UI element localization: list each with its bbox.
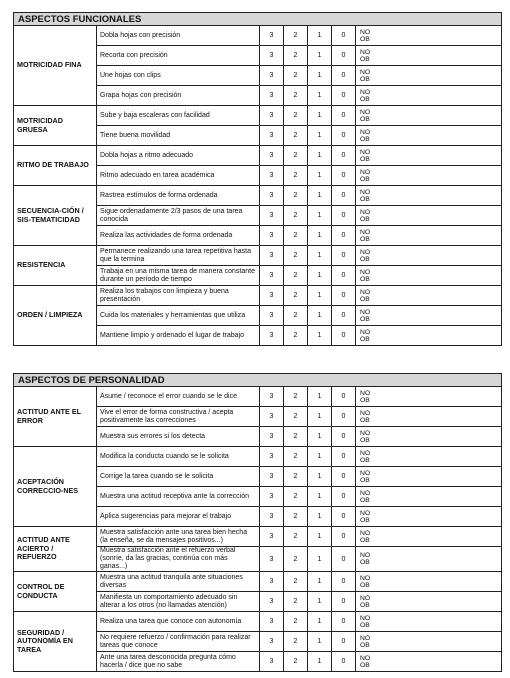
no-label: NO <box>360 614 371 622</box>
score-0-option[interactable]: 0 <box>332 407 356 427</box>
ob-label: OB <box>360 416 370 424</box>
no-ob-option[interactable] <box>356 427 502 447</box>
no-label: NO <box>360 48 371 56</box>
score-0-option[interactable]: 0 <box>332 206 356 226</box>
score-3-option[interactable]: 3 <box>260 46 284 66</box>
no-label: NO <box>360 268 371 276</box>
score-1-option[interactable]: 1 <box>308 652 332 672</box>
ob-label: OB <box>360 215 370 223</box>
ob-label: OB <box>360 135 370 143</box>
category-label: MOTRICIDAD FINA <box>14 26 97 106</box>
no-label: NO <box>360 328 371 336</box>
category-label: ACTITUD ANTE EL ERROR <box>14 387 97 447</box>
ob-label: OB <box>360 195 370 203</box>
no-label: NO <box>360 228 371 236</box>
no-ob-option[interactable] <box>356 632 502 652</box>
score-3-option[interactable]: 3 <box>260 407 284 427</box>
score-1-option[interactable]: 1 <box>308 592 332 612</box>
score-0-option[interactable]: 0 <box>332 166 356 186</box>
item-label: Mantiene limpio y ordenado el lugar de trabajo <box>97 326 260 346</box>
item-label: Realiza una tarea que conoce con autonomía <box>97 612 260 632</box>
no-label: NO <box>360 108 371 116</box>
score-3-option[interactable]: 3 <box>260 326 284 346</box>
no-label: NO <box>360 429 371 437</box>
item-label: Realiza las actividades de forma ordenada <box>97 226 260 246</box>
score-0-option[interactable]: 0 <box>332 547 356 572</box>
no-ob-option[interactable] <box>356 226 502 246</box>
no-ob-option[interactable] <box>356 387 502 407</box>
item-label: Ritmo adecuado en tarea académica <box>97 166 260 186</box>
no-ob-option[interactable] <box>356 407 502 427</box>
score-3-option[interactable]: 3 <box>260 467 284 487</box>
item-label: Rastrea estímulos de forma ordenada <box>97 186 260 206</box>
score-3-option[interactable]: 3 <box>260 266 284 286</box>
score-0-option[interactable]: 0 <box>332 46 356 66</box>
score-0-option[interactable]: 0 <box>332 652 356 672</box>
no-label: NO <box>360 634 371 642</box>
score-1-option[interactable]: 1 <box>308 106 332 126</box>
item-label: Tiene buena movilidad <box>97 126 260 146</box>
category-label: ORDEN / LIMPIEZA <box>14 286 97 346</box>
score-3-option[interactable]: 3 <box>260 246 284 266</box>
score-2-option[interactable]: 2 <box>284 407 308 427</box>
score-0-option[interactable]: 0 <box>332 487 356 507</box>
score-0-option[interactable]: 0 <box>332 467 356 487</box>
score-0-option[interactable]: 0 <box>332 66 356 86</box>
no-ob-option[interactable] <box>356 326 502 346</box>
score-3-option[interactable]: 3 <box>260 66 284 86</box>
item-label: Realiza los trabajos con limpieza y buena presentación <box>97 286 260 306</box>
score-3-option[interactable]: 3 <box>260 487 284 507</box>
ob-label: OB <box>360 295 370 303</box>
no-ob-option[interactable] <box>356 266 502 286</box>
score-1-option[interactable]: 1 <box>308 612 332 632</box>
score-3-option[interactable]: 3 <box>260 146 284 166</box>
ob-label: OB <box>360 661 370 669</box>
score-0-option[interactable]: 0 <box>332 632 356 652</box>
no-ob-option[interactable] <box>356 166 502 186</box>
score-1-option[interactable]: 1 <box>308 246 332 266</box>
score-2-option[interactable]: 2 <box>284 126 308 146</box>
score-0-option[interactable]: 0 <box>332 427 356 447</box>
no-ob-option[interactable] <box>356 86 502 106</box>
score-3-option[interactable]: 3 <box>260 186 284 206</box>
score-1-option[interactable]: 1 <box>308 66 332 86</box>
item-row <box>14 572 502 592</box>
score-0-option[interactable]: 0 <box>332 387 356 407</box>
no-ob-option[interactable] <box>356 26 502 46</box>
score-0-option[interactable]: 0 <box>332 106 356 126</box>
score-0-option[interactable]: 0 <box>332 306 356 326</box>
no-ob-option[interactable] <box>356 652 502 672</box>
no-label: NO <box>360 308 371 316</box>
item-label: Grapa hojas con precisión <box>97 86 260 106</box>
score-0-option[interactable]: 0 <box>332 246 356 266</box>
ob-label: OB <box>360 155 370 163</box>
item-row <box>14 447 502 467</box>
score-2-option[interactable]: 2 <box>284 447 308 467</box>
score-1-option[interactable]: 1 <box>308 26 332 46</box>
item-label: Corrige la tarea cuando se le solicita <box>97 467 260 487</box>
ob-label: OB <box>360 235 370 243</box>
no-label: NO <box>360 68 371 76</box>
no-ob-option[interactable] <box>356 146 502 166</box>
score-2-option[interactable]: 2 <box>284 612 308 632</box>
score-2-option[interactable]: 2 <box>284 387 308 407</box>
no-ob-option[interactable] <box>356 527 502 547</box>
no-label: NO <box>360 489 371 497</box>
item-label: Modifica la conducta cuando se le solicita <box>97 447 260 467</box>
score-2-option[interactable]: 2 <box>284 632 308 652</box>
score-2-option[interactable]: 2 <box>284 507 308 527</box>
score-2-option[interactable]: 2 <box>284 226 308 246</box>
item-label: Manifiesta un comportamiento adecuado sin alterar a los otros (no llamadas atención) <box>97 592 260 612</box>
score-0-option[interactable]: 0 <box>332 507 356 527</box>
no-label: NO <box>360 654 371 662</box>
ob-label: OB <box>360 315 370 323</box>
score-3-option[interactable]: 3 <box>260 126 284 146</box>
score-1-option[interactable]: 1 <box>308 266 332 286</box>
item-label: Sube y baja escaleras con facilidad <box>97 106 260 126</box>
score-3-option[interactable]: 3 <box>260 306 284 326</box>
section-header-row <box>14 13 502 26</box>
score-3-option[interactable]: 3 <box>260 286 284 306</box>
score-2-option[interactable]: 2 <box>284 652 308 672</box>
no-label: NO <box>360 288 371 296</box>
no-ob-option[interactable] <box>356 286 502 306</box>
no-ob-option[interactable] <box>356 592 502 612</box>
no-label: NO <box>360 409 371 417</box>
score-2-option[interactable]: 2 <box>284 86 308 106</box>
score-0-option[interactable]: 0 <box>332 266 356 286</box>
no-ob-option[interactable] <box>356 66 502 86</box>
score-1-option[interactable]: 1 <box>308 186 332 206</box>
item-label: No requiere refuerzo / confirmación para realizar tareas que conoce <box>97 632 260 652</box>
score-1-option[interactable]: 1 <box>308 306 332 326</box>
score-2-option[interactable]: 2 <box>284 326 308 346</box>
item-row <box>14 527 502 547</box>
score-1-option[interactable]: 1 <box>308 507 332 527</box>
score-1-option[interactable]: 1 <box>308 226 332 246</box>
score-0-option[interactable]: 0 <box>332 126 356 146</box>
ob-label: OB <box>360 559 370 566</box>
category-label: RESISTENCIA <box>14 246 97 286</box>
ob-label: OB <box>360 55 370 63</box>
item-row <box>14 286 502 306</box>
ob-label: OB <box>360 396 370 404</box>
category-label: SECUENCIA-CIÓN / SIS-TEMATICIDAD <box>14 186 97 246</box>
ob-label: OB <box>360 255 370 263</box>
score-3-option[interactable]: 3 <box>260 507 284 527</box>
score-1-option[interactable]: 1 <box>308 467 332 487</box>
no-ob-option[interactable] <box>356 186 502 206</box>
no-ob-option[interactable] <box>356 467 502 487</box>
score-2-option[interactable]: 2 <box>284 146 308 166</box>
score-2-option[interactable]: 2 <box>284 186 308 206</box>
score-3-option[interactable]: 3 <box>260 86 284 106</box>
score-3-option[interactable]: 3 <box>260 547 284 572</box>
score-2-option[interactable]: 2 <box>284 592 308 612</box>
no-ob-option[interactable] <box>356 507 502 527</box>
score-1-option[interactable]: 1 <box>308 527 332 547</box>
score-2-option[interactable]: 2 <box>284 26 308 46</box>
ob-label: OB <box>360 476 370 484</box>
score-2-option[interactable]: 2 <box>284 572 308 592</box>
score-2-option[interactable]: 2 <box>284 286 308 306</box>
category-label: CONTROL DE CONDUCTA <box>14 572 97 612</box>
score-2-option[interactable]: 2 <box>284 306 308 326</box>
score-1-option[interactable]: 1 <box>308 286 332 306</box>
score-1-option[interactable]: 1 <box>308 86 332 106</box>
ob-label: OB <box>360 456 370 464</box>
item-row <box>14 387 502 407</box>
no-ob-option[interactable] <box>356 547 502 572</box>
score-1-option[interactable]: 1 <box>308 487 332 507</box>
item-label: Sigue ordenadamente 2/3 pasos de una tarea conocida <box>97 206 260 226</box>
no-label: NO <box>360 188 371 196</box>
item-label: Vive el error de forma constructiva / acepta positivamente las correcciones <box>97 407 260 427</box>
score-3-option[interactable]: 3 <box>260 106 284 126</box>
score-1-option[interactable]: 1 <box>308 46 332 66</box>
score-3-option[interactable]: 3 <box>260 206 284 226</box>
item-row <box>14 146 502 166</box>
ob-label: OB <box>360 436 370 444</box>
item-label: Cuida los materiales y herramientas que utiliza <box>97 306 260 326</box>
no-label: NO <box>360 88 371 96</box>
no-ob-option[interactable] <box>356 487 502 507</box>
section-aspectos-personalidad <box>13 373 501 672</box>
no-label: NO <box>360 552 371 559</box>
no-label: NO <box>360 574 371 582</box>
item-label: Muestra sus errores si los detecta <box>97 427 260 447</box>
no-label: NO <box>360 148 371 156</box>
score-0-option[interactable]: 0 <box>332 86 356 106</box>
item-label: Muestra una actitud tranquila ante situaciones diversas <box>97 572 260 592</box>
score-3-option[interactable]: 3 <box>260 632 284 652</box>
score-2-option[interactable]: 2 <box>284 487 308 507</box>
no-label: NO <box>360 449 371 457</box>
section-table <box>13 373 502 672</box>
no-label: NO <box>360 469 371 477</box>
category-label: ACEPTACIÓN CORRECCIO-NES <box>14 447 97 527</box>
no-label: NO <box>360 248 371 256</box>
no-label: NO <box>360 509 371 517</box>
score-1-option[interactable]: 1 <box>308 326 332 346</box>
ob-label: OB <box>360 335 370 343</box>
score-3-option[interactable]: 3 <box>260 387 284 407</box>
item-row <box>14 186 502 206</box>
ob-label: OB <box>360 95 370 103</box>
score-1-option[interactable]: 1 <box>308 427 332 447</box>
item-row <box>14 106 502 126</box>
score-2-option[interactable]: 2 <box>284 427 308 447</box>
item-label: Trabaja en una misma tarea de manera constante durante un período de tiempo <box>97 266 260 286</box>
score-1-option[interactable]: 1 <box>308 387 332 407</box>
item-row <box>14 612 502 632</box>
item-label: Aplica sugerencias para mejorar el trabajo <box>97 507 260 527</box>
score-0-option[interactable]: 0 <box>332 186 356 206</box>
no-ob-option[interactable] <box>356 447 502 467</box>
section-header-row <box>14 374 502 387</box>
ob-label: OB <box>360 175 370 183</box>
no-label: NO <box>360 208 371 216</box>
item-label: Dobla hojas con precisión <box>97 26 260 46</box>
score-3-option[interactable]: 3 <box>260 226 284 246</box>
score-2-option[interactable]: 2 <box>284 467 308 487</box>
score-3-option[interactable]: 3 <box>260 652 284 672</box>
section-aspectos-funcionales <box>13 12 501 346</box>
no-ob-option[interactable] <box>356 106 502 126</box>
category-label: SEGURIDAD / AUTONOMÍA EN TAREA <box>14 612 97 672</box>
score-1-option[interactable]: 1 <box>308 146 332 166</box>
no-label: NO <box>360 389 371 397</box>
score-3-option[interactable]: 3 <box>260 166 284 186</box>
ob-label: OB <box>360 601 370 609</box>
score-2-option[interactable]: 2 <box>284 547 308 572</box>
ob-label: OB <box>360 75 370 83</box>
no-ob-option[interactable] <box>356 612 502 632</box>
score-2-option[interactable]: 2 <box>284 66 308 86</box>
ob-label: OB <box>360 536 370 544</box>
score-1-option[interactable]: 1 <box>308 407 332 427</box>
item-label: Muestra satisfacción ante el refuerzo verbal (sonríe, da las gracias, continúa con más ganas...) <box>97 547 260 572</box>
no-label: NO <box>360 594 371 602</box>
score-2-option[interactable]: 2 <box>284 266 308 286</box>
score-0-option[interactable]: 0 <box>332 527 356 547</box>
item-label: Recorta con precisión <box>97 46 260 66</box>
score-1-option[interactable]: 1 <box>308 447 332 467</box>
score-0-option[interactable]: 0 <box>332 447 356 467</box>
score-1-option[interactable]: 1 <box>308 206 332 226</box>
ob-label: OB <box>360 581 370 589</box>
no-ob-option[interactable] <box>356 306 502 326</box>
no-ob-option[interactable] <box>356 126 502 146</box>
ob-label: OB <box>360 35 370 43</box>
score-3-option[interactable]: 3 <box>260 527 284 547</box>
no-label: NO <box>360 128 371 136</box>
score-2-option[interactable]: 2 <box>284 46 308 66</box>
score-1-option[interactable]: 1 <box>308 572 332 592</box>
score-0-option[interactable]: 0 <box>332 326 356 346</box>
no-label: NO <box>360 529 371 537</box>
score-3-option[interactable]: 3 <box>260 427 284 447</box>
score-0-option[interactable]: 0 <box>332 572 356 592</box>
ob-label: OB <box>360 496 370 504</box>
item-label: Permanece realizando una tarea repetitiva hasta que la termina <box>97 246 260 266</box>
ob-label: OB <box>360 641 370 649</box>
score-2-option[interactable]: 2 <box>284 166 308 186</box>
category-label: MOTRICIDAD GRUESA <box>14 106 97 146</box>
item-label: Muestra satisfacción ante una tarea bien hecha (la enseña, se da mensajes positivos...) <box>97 527 260 547</box>
score-2-option[interactable]: 2 <box>284 206 308 226</box>
score-1-option[interactable]: 1 <box>308 632 332 652</box>
score-3-option[interactable]: 3 <box>260 26 284 46</box>
score-0-option[interactable]: 0 <box>332 612 356 632</box>
score-0-option[interactable]: 0 <box>332 26 356 46</box>
no-ob-option[interactable] <box>356 206 502 226</box>
score-1-option[interactable]: 1 <box>308 547 332 572</box>
section-table <box>13 12 502 346</box>
item-label: Dobla hojas a ritmo adecuado <box>97 146 260 166</box>
item-label: Ante una tarea desconocida pregunta cómo hacerla / dice que no sabe <box>97 652 260 672</box>
item-row <box>14 246 502 266</box>
score-2-option[interactable]: 2 <box>284 527 308 547</box>
ob-label: OB <box>360 275 370 283</box>
ob-label: OB <box>360 621 370 629</box>
ob-label: OB <box>360 115 370 123</box>
no-ob-option[interactable] <box>356 572 502 592</box>
score-3-option[interactable]: 3 <box>260 572 284 592</box>
item-label: Une hojas con clips <box>97 66 260 86</box>
score-2-option[interactable]: 2 <box>284 246 308 266</box>
score-1-option[interactable]: 1 <box>308 166 332 186</box>
section-title: ASPECTOS FUNCIONALES <box>14 13 502 26</box>
ob-label: OB <box>360 516 370 524</box>
category-label: ACTITUD ANTE ACIERTO / REFUERZO <box>14 527 97 572</box>
no-ob-option[interactable] <box>356 246 502 266</box>
no-ob-option[interactable] <box>356 46 502 66</box>
no-label: NO <box>360 28 371 36</box>
category-label: RITMO DE TRABAJO <box>14 146 97 186</box>
section-title: ASPECTOS DE PERSONALIDAD <box>14 374 502 387</box>
score-2-option[interactable]: 2 <box>284 106 308 126</box>
score-0-option[interactable]: 0 <box>332 592 356 612</box>
item-label: Muestra una actitud receptiva ante la corrección <box>97 487 260 507</box>
score-3-option[interactable]: 3 <box>260 612 284 632</box>
item-label: Asume / reconoce el error cuando se le dice <box>97 387 260 407</box>
score-3-option[interactable]: 3 <box>260 447 284 467</box>
score-0-option[interactable]: 0 <box>332 146 356 166</box>
score-0-option[interactable]: 0 <box>332 286 356 306</box>
no-label: NO <box>360 168 371 176</box>
score-3-option[interactable]: 3 <box>260 592 284 612</box>
score-1-option[interactable]: 1 <box>308 126 332 146</box>
score-0-option[interactable]: 0 <box>332 226 356 246</box>
item-row <box>14 26 502 46</box>
